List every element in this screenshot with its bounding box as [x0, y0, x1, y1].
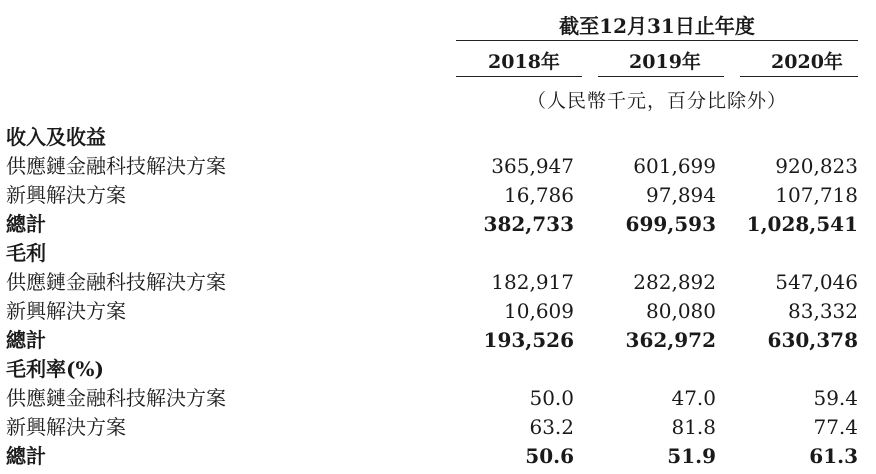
cell-2019: 51.9 — [667, 444, 716, 468]
cell-2019: 362,972 — [625, 328, 716, 352]
cell-2019: 601,699 — [633, 154, 716, 178]
section-label: 毛利 — [6, 241, 46, 265]
year-underline-2019 — [598, 76, 724, 77]
total-row — [0, 326, 876, 355]
cell-2018: 382,733 — [483, 212, 574, 236]
section-label: 毛利率(%) — [6, 357, 104, 381]
cell-2019: 97,894 — [646, 183, 716, 207]
total-row — [0, 210, 876, 239]
cell-2020: 920,823 — [775, 154, 858, 178]
row-label: 新興解決方案 — [6, 415, 126, 439]
period-title: 截至12月31日止年度 — [559, 14, 755, 38]
row-label: 供應鏈金融科技解決方案 — [6, 386, 226, 410]
cell-2019: 80,080 — [646, 299, 716, 323]
cell-2018: 182,917 — [491, 270, 574, 294]
cell-2018: 50.6 — [525, 444, 574, 468]
cell-2018: 16,786 — [504, 183, 574, 207]
cell-2018: 10,609 — [504, 299, 574, 323]
year-header-2019: 2019年 — [629, 51, 701, 73]
total-row — [0, 442, 876, 471]
cell-2019: 47.0 — [671, 386, 716, 410]
year-underline-2018 — [456, 76, 582, 77]
row-label: 新興解決方案 — [6, 183, 126, 207]
period-underline — [456, 40, 858, 41]
cell-2018: 50.0 — [529, 386, 574, 410]
cell-2018: 63.2 — [529, 415, 574, 439]
cell-2019: 699,593 — [625, 212, 716, 236]
cell-2018: 365,947 — [491, 154, 574, 178]
table-row — [0, 181, 876, 210]
section-title-gross-margin — [0, 355, 876, 384]
year-header-2020: 2020年 — [771, 51, 843, 73]
section-title-gross-profit — [0, 239, 876, 268]
table-row — [0, 297, 876, 326]
row-label: 供應鏈金融科技解決方案 — [6, 270, 226, 294]
cell-2020: 83,332 — [788, 299, 858, 323]
year-underline-2020 — [740, 76, 858, 77]
cell-2020: 59.4 — [813, 386, 858, 410]
cell-2020: 630,378 — [767, 328, 858, 352]
table-row — [0, 268, 876, 297]
table-row — [0, 384, 876, 413]
cell-2019: 282,892 — [633, 270, 716, 294]
cell-2020: 61.3 — [809, 444, 858, 468]
year-header-2018: 2018年 — [488, 51, 560, 73]
cell-2020: 77.4 — [813, 415, 858, 439]
cell-2020: 107,718 — [775, 183, 858, 207]
cell-2020: 547,046 — [775, 270, 858, 294]
section-label: 收入及收益 — [6, 125, 106, 149]
row-label: 總計 — [6, 328, 46, 352]
table-row — [0, 152, 876, 181]
table-row — [0, 413, 876, 442]
row-label: 供應鏈金融科技解決方案 — [6, 154, 226, 178]
cell-2020: 1,028,541 — [746, 212, 858, 236]
unit-note: （人民幣千元，百分比除外） — [526, 90, 787, 112]
cell-2019: 81.8 — [671, 415, 716, 439]
cell-2018: 193,526 — [483, 328, 574, 352]
row-label: 總計 — [6, 444, 46, 468]
row-label: 新興解決方案 — [6, 299, 126, 323]
section-title-revenue — [0, 123, 876, 152]
row-label: 總計 — [6, 212, 46, 236]
